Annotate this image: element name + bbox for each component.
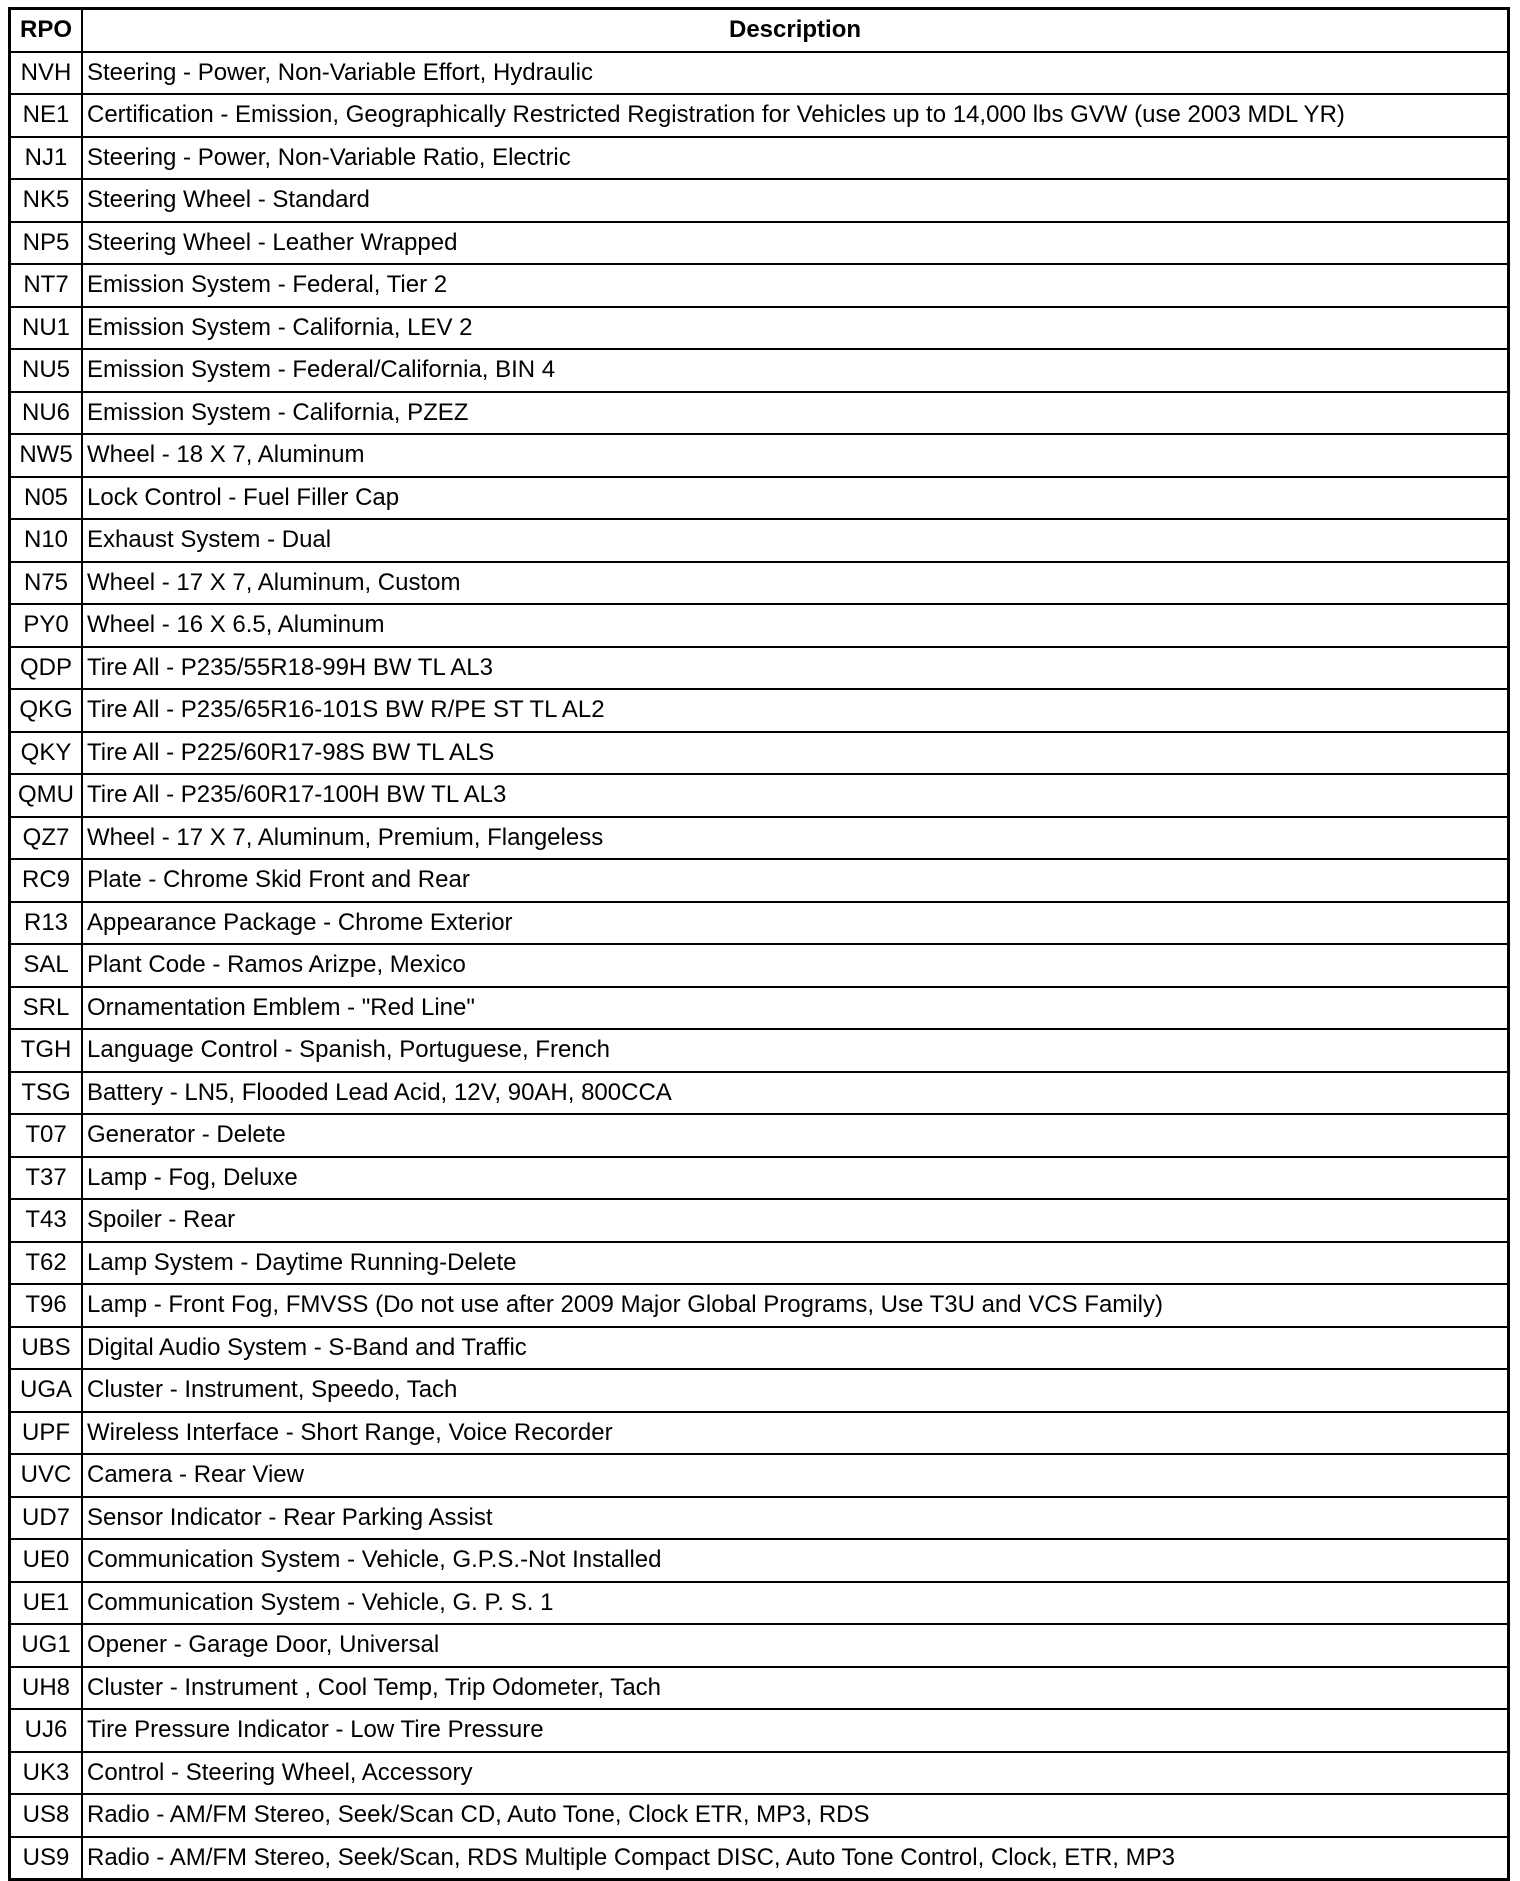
description-cell: Communication System - Vehicle, G. P. S. 1 [82,1582,1509,1625]
rpo-code-cell: QMU [10,774,83,817]
description-cell: Lamp System - Daytime Running-Delete [82,1242,1509,1285]
table-row [10,1412,1509,1455]
table-row [10,902,1509,945]
table-row [10,1837,1509,1880]
rpo-code-cell: NU1 [10,307,83,350]
rpo-code-cell: QZ7 [10,817,83,860]
rpo-code-cell: NK5 [10,179,83,222]
table-row [10,604,1509,647]
description-cell: Tire All - P235/65R16-101S BW R/PE ST TL AL2 [82,689,1509,732]
table-row [10,987,1509,1030]
table-row [10,774,1509,817]
table-body [10,52,1509,1880]
description-cell: Plate - Chrome Skid Front and Rear [82,859,1509,902]
description-cell: Emission System - California, LEV 2 [82,307,1509,350]
rpo-code-cell: R13 [10,902,83,945]
column-header-description: Description [82,9,1509,52]
rpo-code-cell: NE1 [10,94,83,137]
rpo-code-cell: NT7 [10,264,83,307]
description-cell: Opener - Garage Door, Universal [82,1624,1509,1667]
description-cell: Emission System - Federal/California, BIN 4 [82,349,1509,392]
rpo-code-cell: NP5 [10,222,83,265]
rpo-code-cell: T96 [10,1284,83,1327]
table-row [10,1794,1509,1837]
rpo-code-cell: T37 [10,1157,83,1200]
rpo-code-cell: NW5 [10,434,83,477]
description-cell: Communication System - Vehicle, G.P.S.-Not Installed [82,1539,1509,1582]
table-row [10,1327,1509,1370]
rpo-table [8,7,1510,1881]
column-header-rpo: RPO [10,9,83,52]
description-cell: Digital Audio System - S-Band and Traffic [82,1327,1509,1370]
table-row [10,1752,1509,1795]
table-row [10,52,1509,95]
rpo-code-cell: N10 [10,519,83,562]
table-row [10,1284,1509,1327]
table-row [10,647,1509,690]
rpo-code-cell: NU5 [10,349,83,392]
description-cell: Radio - AM/FM Stereo, Seek/Scan CD, Auto Tone, Clock ETR, MP3, RDS [82,1794,1509,1837]
table-row [10,944,1509,987]
description-cell: Battery - LN5, Flooded Lead Acid, 12V, 90AH, 800CCA [82,1072,1509,1115]
rpo-code-cell: UJ6 [10,1709,83,1752]
rpo-code-cell: RC9 [10,859,83,902]
rpo-code-cell: QKY [10,732,83,775]
rpo-code-cell: US8 [10,1794,83,1837]
description-cell: Steering - Power, Non-Variable Effort, Hydraulic [82,52,1509,95]
rpo-code-cell: UG1 [10,1624,83,1667]
table-header-row [10,9,1509,52]
table-row [10,519,1509,562]
rpo-code-cell: UD7 [10,1497,83,1540]
rpo-code-cell: UPF [10,1412,83,1455]
description-cell: Wheel - 17 X 7, Aluminum, Custom [82,562,1509,605]
table-row [10,1497,1509,1540]
table-row [10,859,1509,902]
rpo-document [8,7,1510,1881]
description-cell: Generator - Delete [82,1114,1509,1157]
description-cell: Cluster - Instrument, Speedo, Tach [82,1369,1509,1412]
rpo-code-cell: N05 [10,477,83,520]
rpo-code-cell: UE1 [10,1582,83,1625]
rpo-code-cell: UE0 [10,1539,83,1582]
description-cell: Steering Wheel - Leather Wrapped [82,222,1509,265]
description-cell: Emission System - California, PZEZ [82,392,1509,435]
description-cell: Wheel - 17 X 7, Aluminum, Premium, Flangeless [82,817,1509,860]
table-row [10,307,1509,350]
description-cell: Lamp - Front Fog, FMVSS (Do not use after 2009 Major Global Programs, Use T3U and VCS Family) [82,1284,1509,1327]
rpo-code-cell: NVH [10,52,83,95]
description-cell: Tire All - P235/60R17-100H BW TL AL3 [82,774,1509,817]
description-cell: Camera - Rear View [82,1454,1509,1497]
table-row [10,1709,1509,1752]
table-row [10,732,1509,775]
rpo-code-cell: N75 [10,562,83,605]
table-row [10,817,1509,860]
rpo-code-cell: UVC [10,1454,83,1497]
rpo-code-cell: QKG [10,689,83,732]
rpo-code-cell: PY0 [10,604,83,647]
rpo-code-cell: UGA [10,1369,83,1412]
table-row [10,1369,1509,1412]
description-cell: Spoiler - Rear [82,1199,1509,1242]
rpo-code-cell: US9 [10,1837,83,1880]
table-row [10,392,1509,435]
table-row [10,434,1509,477]
table-row [10,137,1509,180]
description-cell: Tire All - P225/60R17-98S BW TL ALS [82,732,1509,775]
rpo-code-cell: TSG [10,1072,83,1115]
description-cell: Control - Steering Wheel, Accessory [82,1752,1509,1795]
description-cell: Sensor Indicator - Rear Parking Assist [82,1497,1509,1540]
rpo-code-cell: NU6 [10,392,83,435]
table-row [10,1199,1509,1242]
description-cell: Cluster - Instrument , Cool Temp, Trip Odometer, Tach [82,1667,1509,1710]
table-row [10,349,1509,392]
description-cell: Tire All - P235/55R18-99H BW TL AL3 [82,647,1509,690]
description-cell: Lamp - Fog, Deluxe [82,1157,1509,1200]
description-cell: Language Control - Spanish, Portuguese, French [82,1029,1509,1072]
rpo-code-cell: TGH [10,1029,83,1072]
rpo-code-cell: NJ1 [10,137,83,180]
rpo-code-cell: T43 [10,1199,83,1242]
description-cell: Plant Code - Ramos Arizpe, Mexico [82,944,1509,987]
rpo-code-cell: QDP [10,647,83,690]
rpo-code-cell: T62 [10,1242,83,1285]
description-cell: Wheel - 16 X 6.5, Aluminum [82,604,1509,647]
rpo-code-cell: UK3 [10,1752,83,1795]
table-row [10,222,1509,265]
table-row [10,1029,1509,1072]
table-row [10,1582,1509,1625]
rpo-code-cell: T07 [10,1114,83,1157]
table-row [10,1072,1509,1115]
description-cell: Tire Pressure Indicator - Low Tire Pressure [82,1709,1509,1752]
rpo-code-cell: UH8 [10,1667,83,1710]
description-cell: Certification - Emission, Geographically Restricted Registration for Vehicles up to 14,000 lbs GVW (use 2003 MDL YR) [82,94,1509,137]
table-row [10,1114,1509,1157]
description-cell: Steering - Power, Non-Variable Ratio, Electric [82,137,1509,180]
rpo-code-cell: SAL [10,944,83,987]
table-row [10,94,1509,137]
table-row [10,1157,1509,1200]
table-row [10,1667,1509,1710]
table-row [10,1624,1509,1667]
table-row [10,562,1509,605]
table-row [10,1539,1509,1582]
table-row [10,477,1509,520]
rpo-code-cell: UBS [10,1327,83,1370]
table-row [10,1242,1509,1285]
description-cell: Wheel - 18 X 7, Aluminum [82,434,1509,477]
description-cell: Exhaust System - Dual [82,519,1509,562]
description-cell: Appearance Package - Chrome Exterior [82,902,1509,945]
description-cell: Steering Wheel - Standard [82,179,1509,222]
table-row [10,179,1509,222]
description-cell: Ornamentation Emblem - "Red Line" [82,987,1509,1030]
description-cell: Radio - AM/FM Stereo, Seek/Scan, RDS Multiple Compact DISC, Auto Tone Control, Clock, ETR, MP3 [82,1837,1509,1880]
table-row [10,689,1509,732]
rpo-code-cell: SRL [10,987,83,1030]
description-cell: Wireless Interface - Short Range, Voice Recorder [82,1412,1509,1455]
table-row [10,264,1509,307]
table-row [10,1454,1509,1497]
description-cell: Emission System - Federal, Tier 2 [82,264,1509,307]
description-cell: Lock Control - Fuel Filler Cap [82,477,1509,520]
